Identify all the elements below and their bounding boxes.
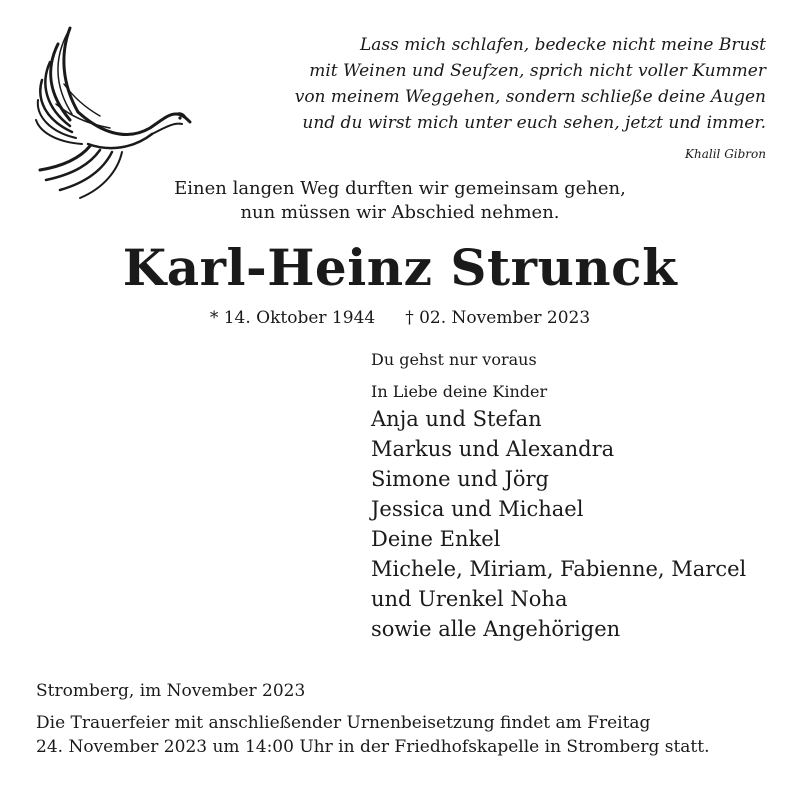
family-list (371, 348, 746, 644)
death-date: † 02. November 2023 (405, 308, 591, 328)
family-name: Markus und Alexandra (371, 437, 615, 461)
family-name: und Urenkel Noha (371, 587, 568, 611)
quote-line: und du wirst mich unter euch sehen, jetzt und immer. (302, 113, 766, 133)
family-heading: In Liebe deine Kinder (371, 382, 548, 401)
family-name: Jessica und Michael (371, 497, 584, 521)
family-motto: Du gehst nur voraus (371, 350, 537, 369)
quote-author: Khalil Gibron (685, 147, 766, 161)
notice-line: Die Trauerfeier mit anschließender Urnenbeisetzung findet am Freitag (36, 713, 651, 733)
notice-line: 24. November 2023 um 14:00 Uhr in der Friedhofskapelle in Stromberg statt. (36, 737, 710, 757)
quote-line: mit Weinen und Seufzen, sprich nicht voller Kummer (309, 61, 766, 81)
quote-line: von meinem Weggehen, sondern schließe deine Augen (294, 87, 766, 107)
intro-text (0, 177, 800, 225)
funeral-notice (36, 711, 776, 759)
family-name: Simone und Jörg (371, 467, 549, 491)
life-dates (0, 306, 800, 330)
intro-line: Einen langen Weg durften wir gemeinsam gehen, (174, 178, 626, 199)
family-name: Deine Enkel (371, 527, 501, 551)
place-date: Stromberg, im November 2023 (36, 681, 306, 701)
birth-date: * 14. Oktober 1944 (209, 308, 376, 328)
quote-line: Lass mich schlafen, bedecke nicht meine Brust (360, 35, 766, 55)
quote (246, 32, 766, 136)
family-name: Anja und Stefan (371, 407, 542, 431)
deceased-name: Karl-Heinz Strunck (122, 238, 678, 297)
family-name: sowie alle Angehörigen (371, 617, 621, 641)
intro-line: nun müssen wir Abschied nehmen. (240, 202, 560, 223)
family-name: Michele, Miriam, Fabienne, Marcel (371, 557, 747, 581)
